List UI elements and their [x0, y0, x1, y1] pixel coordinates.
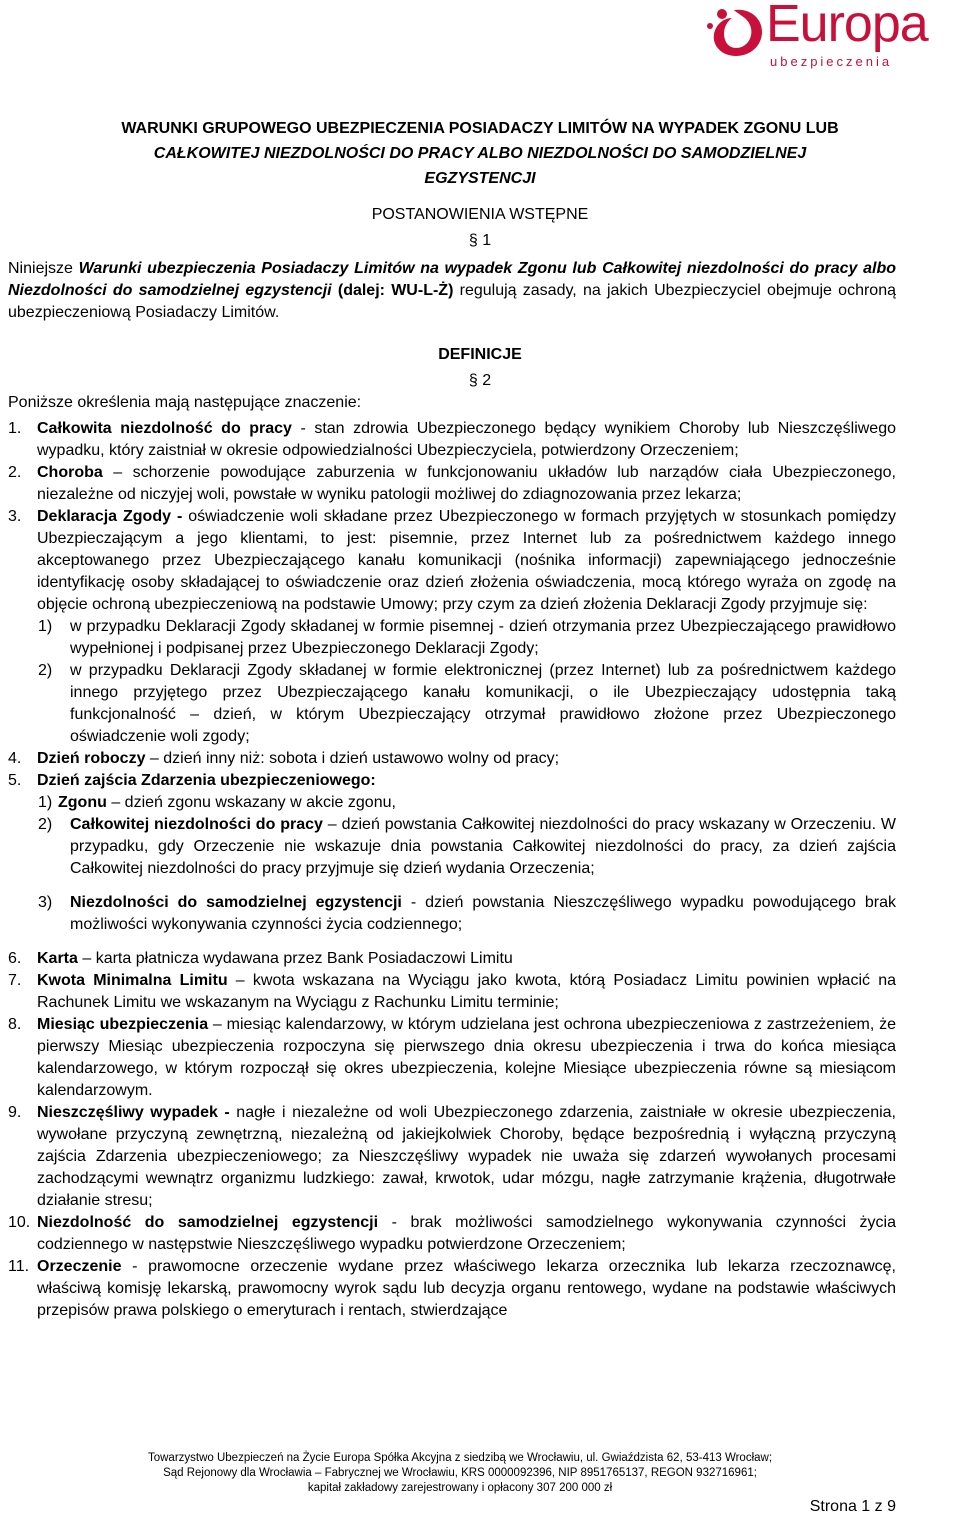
- logo-mark-icon: [700, 4, 770, 66]
- definition-text: oświadczenie woli składane przez Ubezpieczonego w formach przyjętych w stosunkach pomiędzy Ubezpieczającym a jego klientami, to jest: pisemnie, przez Internet lub za pośrednictwem każdego innego akceptowanego przez Ubezpieczającego kanału komunikacji (nośnika informacji) zapewniającego jednocześnie identyfikację osoby składającej to oświadczenie oraz dzień złożenia oświadczenia, mocą którego wyraża on zgodę na objęcie ochroną ubezpieczeniową na podstawie Umowy; przy czym za dzień złożenia Deklaracji Zgody przyjmuje się:: [37, 508, 896, 613]
- page-footer: [20, 1451, 900, 1496]
- definition-text: – karta płatnicza wydawana przez Bank Posiadaczowi Limitu: [77, 950, 513, 967]
- definition-item-7: [8, 970, 896, 1014]
- definition-term: Choroba: [37, 464, 103, 481]
- definition-term: Nieszczęśliwy wypadek -: [37, 1104, 230, 1121]
- subitem-number: 1): [38, 618, 53, 635]
- footer-capital: kapitał zakładowy zarejestrowany i opłacony 307 200 000 zł: [307, 1482, 613, 1494]
- definition-item-11: [8, 1256, 896, 1322]
- subitem-text: – dzień powstania Całkowitej niezdolności do pracy wskazany w Orzeczeniu. W przypadku, gdy Orzeczenie nie wskazuje dnia powstania Całkowitej niezdolności do pracy, za dzień zajścia Całkowitej niezdolności do pracy przyjmuje się dzień wydania Orzeczenia;: [70, 816, 896, 877]
- logo-brand: Europa: [766, 0, 928, 53]
- definition-term: Dzień zajścia Zdarzenia ubezpieczeniowego:: [37, 772, 376, 789]
- section-heading-intro: POSTANOWIENIA WSTĘPNE: [371, 206, 589, 223]
- title-line-1: WARUNKI GRUPOWEGO UBEZPIECZENIA POSIADACZY LIMITÓW NA WYPADEK ZGONU LUB: [121, 120, 839, 137]
- definition-subitem-5-2: [8, 814, 896, 880]
- definition-subitem-5-1: [8, 792, 896, 814]
- definition-text: - brak możliwości samodzielnego wykonywania czynności życia codziennego w następstwie Nieszczęśliwego wypadku potwierdzone Orzeczeniem;: [37, 1214, 896, 1253]
- definition-item-1: [8, 418, 896, 462]
- subitem-term: Całkowitej niezdolności do pracy: [70, 816, 323, 833]
- footer-registry: Sąd Rejonowy dla Wrocławia – Fabrycznej we Wrocławiu, KRS 0000092396, NIP 8951765137, REGON 932716961;: [163, 1467, 757, 1479]
- definition-text: – miesiąc kalendarzowy, w którym udzielana jest ochrona ubezpieczeniowa z zastrzeżeniem, że pierwszy Miesiąc ubezpieczenia rozpoczyna się pierwszego dnia okresu ubezpieczenia i trwa do końca miesiąca kalendarzowego, w którym rozpoczął się okres ubezpieczenia, kolejne Miesiące ubezpieczenia równe są miesiącom kalendarzowym.: [37, 1016, 897, 1099]
- item-number: 7.: [8, 972, 22, 989]
- subitem-number: 3): [38, 894, 53, 911]
- definition-item-4: [8, 748, 896, 770]
- definition-text: - stan zdrowia Ubezpieczonego będący wynikiem Choroby lub Nieszczęśliwego wypadku, który zaistniał w okresie odpowiedzialności Ubezpieczyciela, potwierdzony Orzeczeniem;: [37, 420, 897, 459]
- definitions-list: [8, 418, 896, 1322]
- definition-text: – schorzenie powodujące zaburzenia w funkcjonowaniu układów lub narządów ciała Ubezpieczonego, niezależne od niczyjej woli, powstałe w wyniku patologii możliwej do zdiagnozowania przez lekarza;: [37, 464, 896, 503]
- subitem-number: 2): [38, 662, 53, 679]
- item-number: 10.: [8, 1214, 31, 1231]
- section-heading-definitions: DEFINICJE: [438, 346, 522, 363]
- definition-term: Karta: [37, 950, 78, 967]
- intro-abbreviation: (dalej: WU-L-Ż): [331, 282, 454, 299]
- title-line-2: CAŁKOWITEJ NIEZDOLNOŚCI DO PRACY ALBO NIEZDOLNOŚCI DO SAMODZIELNEJ: [153, 145, 807, 162]
- subitem-text: w przypadku Deklaracji Zgody składanej w formie pisemnej - dzień otrzymania przez Ubezpieczającego prawidłowo wypełnionej i podpisanej przez Ubezpieczonego Deklaracji Zgody;: [70, 618, 896, 657]
- definition-item-2: [8, 462, 896, 506]
- item-number: 5.: [8, 772, 22, 789]
- definition-subitem-3-2: [8, 660, 896, 748]
- subitem-text: - dzień powstania Nieszczęśliwego wypadku powodującego brak możliwości wykonywania czynności życia codziennego;: [70, 894, 897, 933]
- definition-subitem-5-3: [8, 892, 896, 936]
- company-logo: [700, 0, 952, 69]
- item-number: 8.: [8, 1016, 22, 1033]
- document-title: [24, 116, 936, 191]
- definition-subitem-3-1: [8, 616, 896, 660]
- definitions-lead: Poniższe określenia mają następujące znaczenie:: [8, 394, 362, 411]
- section-sign-1: § 1: [468, 232, 492, 249]
- item-number: 6.: [8, 950, 22, 967]
- intro-paragraph: [8, 258, 896, 324]
- definition-text: – kwota wskazana na Wyciągu jako kwota, którą Posiadacz Limitu powinien wpłacić na Rachunek Limitu we wskazanym na Wyciągu z Rachunku Limitu terminie;: [37, 972, 896, 1011]
- definition-item-9: [8, 1102, 896, 1212]
- item-number: 3.: [8, 508, 22, 525]
- item-number: 9.: [8, 1104, 22, 1121]
- page-number: Strona 1 z 9: [809, 1498, 896, 1515]
- definition-item-10: [8, 1212, 896, 1256]
- subitem-term: Niezdolności do samodzielnej egzystencji: [70, 894, 402, 911]
- subitem-text: – dzień zgonu wskazany w akcie zgonu,: [106, 794, 396, 811]
- subitem-number: 2): [38, 816, 53, 833]
- definition-text: nagłe i niezależne od woli Ubezpieczonego zdarzenia, zaistniałe w okresie ubezpieczenia, wywołane przyczyną zewnętrzną, niezależną od jakiejkolwiek Choroby, będące bezpośrednią i wyłączną przyczyną zajścia Zdarzenia ubezpieczeniowego; za Nieszczęśliwy wypadek nie uważa się zdarzeń wywołanych procesami zachodzącymi wewnątrz organizmu ludzkiego: zawał, krwotok, udar mózgu, nagłe zatrzymanie krążenia, długotrwałe działanie stresu;: [37, 1104, 896, 1209]
- footer-company: Towarzystwo Ubezpieczeń na Życie Europa Spółka Akcyjna z siedzibą we Wrocławiu, ul. Gwiaździsta 62, 53-413 Wrocław;: [147, 1452, 773, 1464]
- definition-term: Dzień roboczy: [37, 750, 146, 767]
- definition-term: Deklaracja Zgody -: [37, 508, 183, 525]
- definition-text: – dzień inny niż: sobota i dzień ustawowo wolny od pracy;: [145, 750, 560, 767]
- item-number: 11.: [8, 1258, 30, 1275]
- subitem-number: 1): [38, 794, 53, 811]
- definition-text: - prawomocne orzeczenie wydane przez właściwego lekarza orzecznika lub lekarza rzeczoznawcę, właściwą komisję lekarską, prawomocny wyrok sądu lub decyzja organu rentowego, wydane na podstawie właściwych przepisów prawa polskiego o emeryturach i rentach, stwierdzające: [37, 1258, 896, 1319]
- definition-term: Miesiąc ubezpieczenia: [37, 1016, 209, 1033]
- intro-italic-title: Warunki ubezpieczenia Posiadaczy Limitów na wypadek Zgonu lub Całkowitej niezdolności do pracy albo Niezdolności do samodzielnej egzystencji: [8, 260, 897, 299]
- intro-text-before: Niniejsze: [8, 260, 79, 277]
- definition-item-5: [8, 770, 896, 792]
- item-number: 4.: [8, 750, 22, 767]
- logo-subtitle: ubezpieczenia: [770, 54, 893, 69]
- definition-item-8: [8, 1014, 896, 1102]
- intro-text-after: regulują zasady, na jakich Ubezpieczyciel obejmuje ochroną ubezpieczeniową Posiadaczy Limitów.: [8, 282, 896, 321]
- title-line-3: EGZYSTENCJI: [424, 170, 536, 187]
- item-number: 2.: [8, 464, 22, 481]
- definition-item-6: [8, 948, 896, 970]
- definition-term: Niezdolność do samodzielnej egzystencji: [37, 1214, 379, 1231]
- definition-term: Kwota Minimalna Limitu: [37, 972, 228, 989]
- item-number: 1.: [8, 420, 22, 437]
- definition-term: Orzeczenie: [37, 1258, 122, 1275]
- subitem-term: Zgonu: [58, 794, 107, 811]
- section-sign-2: § 2: [468, 372, 492, 389]
- subitem-text: w przypadku Deklaracji Zgody składanej w formie elektronicznej (przez Internet) lub za pośrednictwem każdego innego przyjętego przez Ubezpieczającego kanału komunikacji, o ile Ubezpieczający udostępnia taką funkcjonalność – dzień, w którym Ubezpieczający otrzymał prawidłowo złożone przez Ubezpieczonego oświadczenie woli zgody;: [70, 662, 896, 745]
- definition-term: Całkowita niezdolność do pracy: [37, 420, 292, 437]
- definition-item-3: [8, 506, 896, 616]
